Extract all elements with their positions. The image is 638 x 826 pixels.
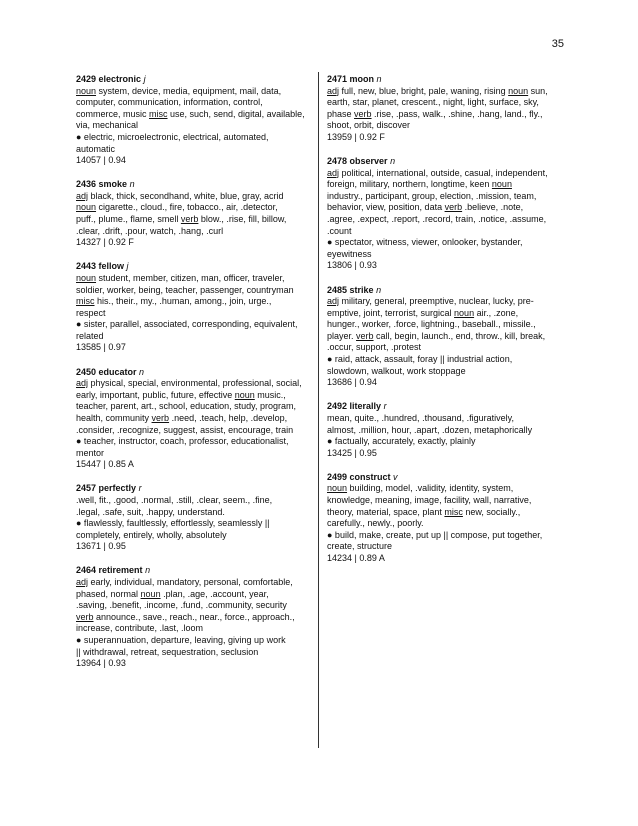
entry-text: theory, material, space, plant xyxy=(327,506,445,517)
entry-line xyxy=(327,319,567,331)
entry-text: air., .zone, xyxy=(474,307,519,318)
right-column xyxy=(327,74,567,577)
entry-text: carefully., newly., poorly. xyxy=(327,518,424,529)
entry-text: shoot, orbit, discover xyxy=(327,120,411,131)
entry-text: knowledge, meaning, image, facility, wall, narrative, xyxy=(327,495,532,505)
entry-text: mean, quite., .hundred, .thousand, .figuratively, xyxy=(327,412,514,423)
entry-line xyxy=(76,86,316,98)
entry-line xyxy=(327,354,567,366)
entry-line xyxy=(76,120,316,132)
category-label: verb xyxy=(76,611,94,622)
entry-text: 14234 | 0.89 A xyxy=(327,552,385,563)
dictionary-entry xyxy=(327,285,567,389)
headword-text: 2464 retirement xyxy=(76,565,143,576)
entry-text: eyewitness xyxy=(327,248,372,259)
entry-line xyxy=(76,226,316,238)
entry-text: announce., save., reach., near., force., approach., xyxy=(93,611,295,622)
dictionary-entry xyxy=(76,179,316,249)
entry-line xyxy=(327,342,567,354)
category-label: verb xyxy=(180,214,199,225)
entry-text: 13686 | 0.94 xyxy=(327,377,377,388)
entry-line xyxy=(76,425,316,437)
entry-line xyxy=(76,237,316,249)
entry-text: 14327 | 0.92 F xyxy=(76,237,134,248)
category-label: adj xyxy=(327,85,340,96)
entry-headword xyxy=(76,483,316,495)
entry-text: emptive, joint, terrorist, surgical xyxy=(327,307,455,318)
entry-text: respect xyxy=(76,307,106,318)
entry-line xyxy=(327,260,567,272)
category-label: noun xyxy=(491,179,512,190)
dictionary-entry xyxy=(76,483,316,553)
entry-line xyxy=(76,109,316,121)
entry-headword xyxy=(76,261,316,273)
entry-text: automatic xyxy=(76,143,116,154)
dictionary-entry xyxy=(76,74,316,167)
entry-line xyxy=(76,612,316,624)
part-of-speech: n xyxy=(145,565,151,576)
entry-text: slowdown, walkout, work stoppage xyxy=(327,365,466,376)
entry-line xyxy=(327,495,567,507)
entry-line xyxy=(76,308,316,320)
entry-text: phased, normal xyxy=(76,588,141,599)
entry-text: building, model, .validity, identity, system, xyxy=(347,483,514,494)
entry-text: soldier, worker, being, teacher, passenger, countryman xyxy=(76,284,294,295)
entry-text: computer, communication, information, control, xyxy=(76,97,263,108)
entry-line xyxy=(76,331,316,343)
entry-text: .agree, .expect, .report, .record, train, .notice, .assume, xyxy=(327,214,547,225)
entry-text: almost, .million, hour, .apart, .dozen, metaphorically xyxy=(327,424,533,435)
dictionary-entry xyxy=(327,472,567,565)
entry-text: .saving, .benefit, .income, .fund, .community, security xyxy=(76,600,287,611)
category-label: misc xyxy=(76,296,95,307)
category-label: noun xyxy=(327,483,348,494)
entry-headword xyxy=(327,401,567,413)
dictionary-entry xyxy=(76,367,316,471)
entry-text: full, new, blue, bright, pale, waning, rising xyxy=(339,85,509,96)
entry-line xyxy=(76,507,316,519)
entry-headword xyxy=(327,285,567,297)
entry-text: ● electric, microelectronic, electrical, automated, xyxy=(76,131,269,142)
entry-text: .consider, .recognize, suggest, assist, encourage, train xyxy=(76,424,294,435)
entry-line xyxy=(327,436,567,448)
headword-text: 2499 construct xyxy=(327,471,391,482)
category-label: adj xyxy=(327,167,340,178)
entry-text: puff., plume., flame, smell xyxy=(76,214,181,225)
entry-headword xyxy=(76,74,316,86)
entry-text: 13585 | 0.97 xyxy=(76,342,126,353)
category-label: adj xyxy=(327,296,340,307)
entry-text: black, thick, secondhand, white, blue, gray, acrid xyxy=(88,190,284,201)
entry-line xyxy=(327,553,567,565)
entry-text: call, begin, launch., end, throw., kill, break, xyxy=(373,330,546,341)
part-of-speech: n xyxy=(376,284,382,295)
entry-line xyxy=(76,378,316,390)
entry-line xyxy=(76,459,316,471)
entry-text: related xyxy=(76,330,104,341)
entry-text: ● factually, accurately, exactly, plainly xyxy=(327,436,476,447)
entry-line xyxy=(327,541,567,553)
entry-line xyxy=(76,518,316,530)
entry-line xyxy=(327,483,567,495)
entry-text: foreign, military, northern, longtime, keen xyxy=(327,179,492,190)
entry-text: behavior, view, position, data xyxy=(327,202,445,213)
entry-line xyxy=(327,132,567,144)
headword-text: 2478 observer xyxy=(327,156,388,167)
entry-text: new, socially., xyxy=(462,506,521,517)
category-label: misc xyxy=(149,108,168,119)
part-of-speech: v xyxy=(393,471,398,482)
entry-line xyxy=(327,191,567,203)
entry-line xyxy=(76,589,316,601)
entry-text: 13425 | 0.95 xyxy=(327,447,377,458)
entry-line xyxy=(76,658,316,670)
entry-line xyxy=(76,296,316,308)
entry-text: early, important, public, future, effective xyxy=(76,389,235,400)
entry-line xyxy=(327,518,567,530)
entry-text: music., xyxy=(254,389,286,400)
entry-text: system, device, media, equipment, mail, data, xyxy=(96,85,282,96)
part-of-speech: r xyxy=(383,401,387,412)
headword-text: 2443 fellow xyxy=(76,261,125,272)
category-label: noun xyxy=(76,85,97,96)
entry-text: industry., participant, group, election, .mission, team, xyxy=(327,190,537,201)
entry-line xyxy=(327,530,567,542)
headword-text: 2457 perfectly xyxy=(76,483,137,494)
entry-line xyxy=(76,577,316,589)
part-of-speech: n xyxy=(129,179,135,190)
entry-text: .occur, support, .protest xyxy=(327,342,422,353)
dictionary-entry xyxy=(327,401,567,459)
entry-text: ● teacher, instructor, coach, professor, educationalist, xyxy=(76,436,289,447)
part-of-speech: j xyxy=(143,74,146,84)
entry-line xyxy=(327,214,567,226)
dictionary-entry xyxy=(76,565,316,669)
entry-text: 13671 | 0.95 xyxy=(76,541,126,552)
entry-text: health, community xyxy=(76,412,152,423)
entry-line xyxy=(76,342,316,354)
category-label: verb xyxy=(444,202,463,213)
entry-text: .clear, .drift, .pour, watch, .hang, .curl xyxy=(76,225,224,236)
category-label: verb xyxy=(151,412,170,423)
entry-text: 15447 | 0.85 A xyxy=(76,459,134,470)
entry-line xyxy=(76,202,316,214)
entry-line xyxy=(327,226,567,238)
part-of-speech: n xyxy=(390,156,396,167)
entry-headword xyxy=(327,156,567,168)
entry-text: student, member, citizen, man, officer, traveler, xyxy=(96,272,285,283)
entry-line xyxy=(76,214,316,226)
entry-text: .well, fit., .good, .normal, .still, .clear, seem., .fine, xyxy=(76,495,273,505)
entry-text: earth, star, planet, crescent., night, light, surface, sky, xyxy=(327,97,539,108)
entry-text: 14057 | 0.94 xyxy=(76,155,126,166)
entry-text: cigarette., cloud., fire, tobacco., air, .detector, xyxy=(96,202,278,213)
part-of-speech: r xyxy=(138,483,142,494)
entry-line xyxy=(327,377,567,389)
category-label: noun xyxy=(454,307,475,318)
entry-line xyxy=(327,413,567,425)
category-label: verb xyxy=(354,108,372,119)
category-label: adj xyxy=(76,577,89,588)
headword-text: 2429 electronic xyxy=(76,74,142,84)
category-label: noun xyxy=(140,588,161,599)
headword-text: 2485 strike xyxy=(327,284,374,295)
category-label: noun xyxy=(76,202,97,213)
entry-headword xyxy=(76,179,316,191)
entry-text: mentor xyxy=(76,447,105,458)
part-of-speech: j xyxy=(126,261,129,272)
headword-text: 2492 literally xyxy=(327,401,382,412)
entry-line xyxy=(327,97,567,109)
entry-text: player. xyxy=(327,330,357,341)
headword-text: 2450 educator xyxy=(76,366,137,377)
entry-text: his., their., my., .human, among., join, urge., xyxy=(94,296,272,307)
entry-text: commerce, music xyxy=(76,108,150,119)
category-label: verb xyxy=(356,330,374,341)
entry-line xyxy=(76,144,316,156)
entry-text: political, international, outside, casual, independent, xyxy=(339,167,548,178)
entry-text: hunger., worker, .force, lightning., baseball., missile., xyxy=(327,319,536,330)
entry-text: use, such, send, digital, available, xyxy=(167,108,305,119)
entry-text: ● superannuation, departure, leaving, giving up work xyxy=(76,635,286,646)
entry-headword xyxy=(76,565,316,577)
category-label: misc xyxy=(444,506,463,517)
entry-line xyxy=(76,600,316,612)
headword-text: 2471 moon xyxy=(327,74,375,84)
entry-text: || withdrawal, retreat, sequestration, seclusion xyxy=(76,646,259,657)
entry-headword xyxy=(327,472,567,484)
entry-text: increase, contribute, .last, .loom xyxy=(76,623,204,634)
entry-line xyxy=(76,191,316,203)
entry-text: .plan, .age, .account, year, xyxy=(160,588,269,599)
entry-line xyxy=(327,179,567,191)
entry-headword xyxy=(76,367,316,379)
entry-line xyxy=(76,319,316,331)
entry-text: .need, .teach, help, .develop, xyxy=(169,412,288,423)
dictionary-entry xyxy=(76,261,316,354)
entry-line xyxy=(76,530,316,542)
entry-line xyxy=(76,401,316,413)
entry-text: create, structure xyxy=(327,541,393,552)
entry-text: ● flawlessly, faultlessly, effortlessly, seamlessly || xyxy=(76,518,270,529)
entry-line xyxy=(76,97,316,109)
entry-line xyxy=(327,448,567,460)
category-label: adj xyxy=(76,378,89,389)
entry-line xyxy=(327,86,567,98)
dictionary-entry xyxy=(327,74,567,144)
entry-text: .believe, .note, xyxy=(462,202,524,213)
entry-line xyxy=(327,237,567,249)
entry-line xyxy=(76,390,316,402)
entry-text: completely, entirely, wholly, absolutely xyxy=(76,529,227,540)
entry-line xyxy=(327,168,567,180)
entry-text: 13806 | 0.93 xyxy=(327,260,377,271)
entry-text: .rise, .pass, walk., .shine, .hang, land., fly., xyxy=(371,108,543,119)
headword-text: 2436 smoke xyxy=(76,179,128,190)
entry-text: early, individual, mandatory, personal, comfortable, xyxy=(88,577,293,588)
entry-line xyxy=(76,436,316,448)
entry-text: phase xyxy=(327,108,355,119)
entry-text: ● raid, attack, assault, foray || industrial action, xyxy=(327,354,513,365)
part-of-speech: n xyxy=(139,366,145,377)
entry-line xyxy=(76,273,316,285)
entry-text: ● build, make, create, put up || compose, put together, xyxy=(327,529,543,540)
entry-line xyxy=(327,109,567,121)
entry-line xyxy=(327,296,567,308)
entry-line xyxy=(76,635,316,647)
entry-line xyxy=(76,495,316,507)
entry-text: 13964 | 0.93 xyxy=(76,658,126,669)
category-label: noun xyxy=(508,85,529,96)
category-label: noun xyxy=(234,389,255,400)
category-label: adj xyxy=(76,190,89,201)
entry-line xyxy=(76,155,316,167)
entry-line xyxy=(76,413,316,425)
entry-line xyxy=(76,647,316,659)
entry-headword xyxy=(327,74,567,86)
entry-line xyxy=(76,132,316,144)
entry-text: via, mechanical xyxy=(76,120,139,131)
entry-text: ● sister, parallel, associated, corresponding, equivalent, xyxy=(76,319,298,330)
entry-text: .count xyxy=(327,225,352,236)
category-label: noun xyxy=(76,272,97,283)
entry-line xyxy=(76,623,316,635)
entry-line xyxy=(76,285,316,297)
entry-text: 13959 | 0.92 F xyxy=(327,131,385,142)
entry-line xyxy=(327,507,567,519)
entry-text: teacher, parent, art., school, education, study, program, xyxy=(76,401,296,412)
part-of-speech: n xyxy=(376,74,382,84)
left-column xyxy=(76,74,316,682)
entry-line xyxy=(327,366,567,378)
entry-text: military, general, preemptive, nuclear, lucky, pre- xyxy=(339,296,534,307)
entry-text: ● spectator, witness, viewer, onlooker, bystander, xyxy=(327,237,523,248)
page-number: 35 xyxy=(551,38,564,50)
entry-line xyxy=(327,425,567,437)
entry-line xyxy=(76,541,316,553)
entry-line xyxy=(327,331,567,343)
entry-line xyxy=(76,448,316,460)
entry-line xyxy=(327,120,567,132)
dictionary-entry xyxy=(327,156,567,272)
entry-line xyxy=(327,202,567,214)
entry-line xyxy=(327,249,567,261)
column-divider xyxy=(318,72,319,748)
entry-line xyxy=(327,308,567,320)
entry-text: blow., .rise, fill, billow, xyxy=(198,214,287,225)
entry-text: sun, xyxy=(528,85,548,96)
entry-text: .legal, .safe, suit, .happy, understand. xyxy=(76,506,225,517)
entry-text: physical, special, environmental, professional, social, xyxy=(88,378,302,389)
